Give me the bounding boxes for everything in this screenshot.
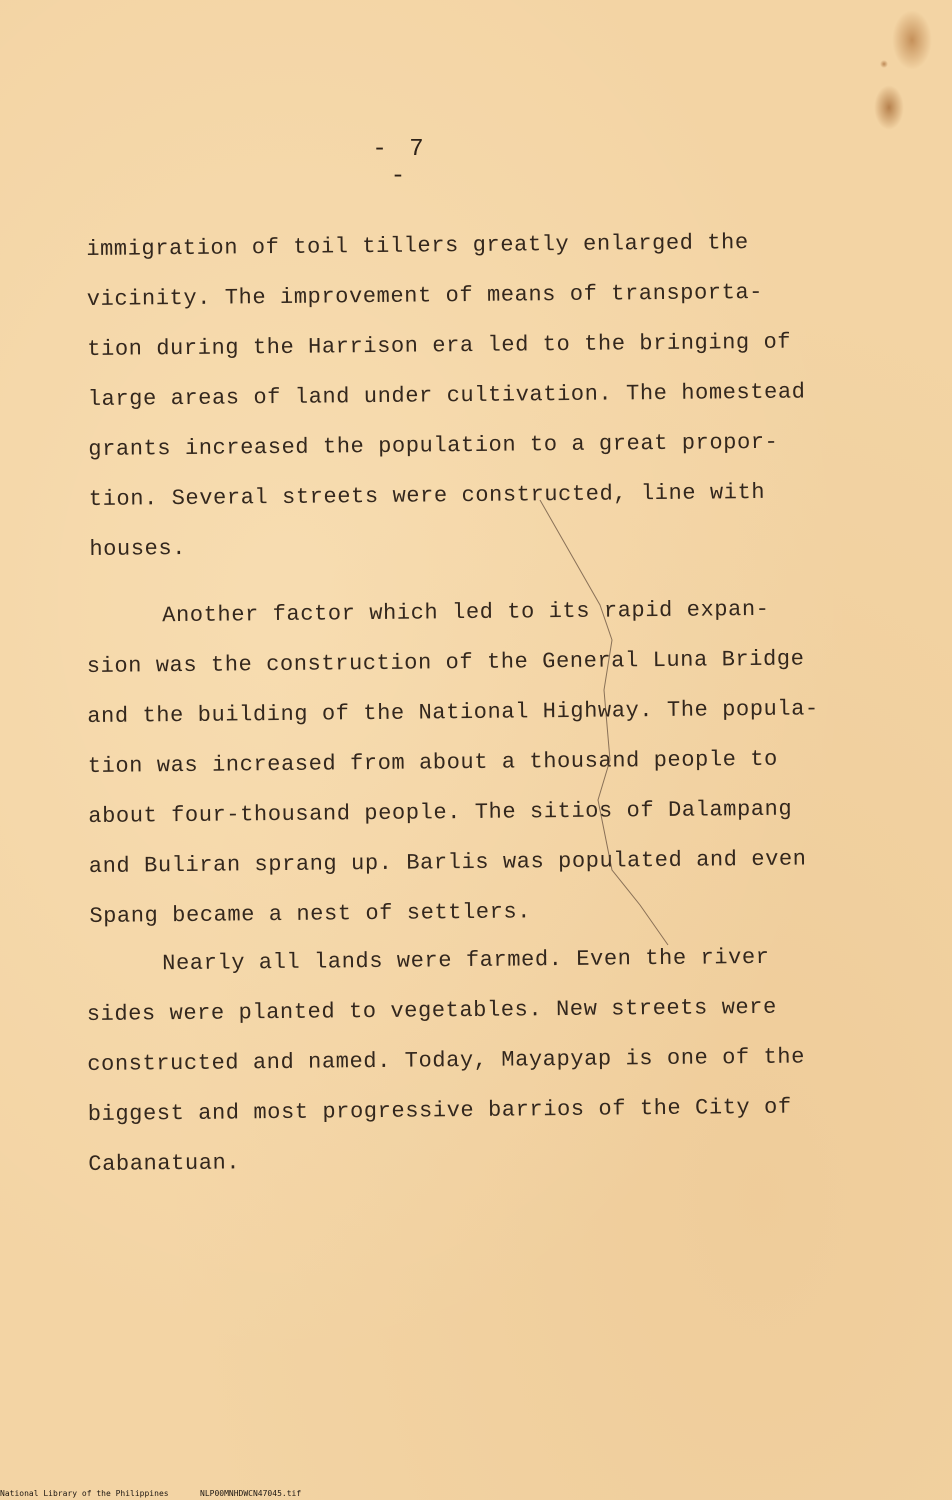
paragraph-3 <box>86 932 879 1190</box>
text-line: and the building of the National Highway. The popula- <box>87 696 819 729</box>
text-line: Cabanatuan. <box>88 1150 241 1177</box>
text-line: sides were planted to vegetables. New streets were <box>86 994 777 1027</box>
text-line: vicinity. The improvement of means of transporta- <box>86 279 764 312</box>
page-number: - 7 - <box>372 136 428 190</box>
text-line: tion. Several streets were constructed, line with <box>88 479 766 512</box>
paragraph-1 <box>86 217 880 575</box>
paper-stain <box>880 60 888 68</box>
text-line: Another factor which led to its rapid expan- <box>162 596 770 629</box>
text-line: and Buliran sprang up. Barlis was populated and even <box>88 846 807 879</box>
text-line: Spang became a nest of settlers. <box>89 899 532 929</box>
text-line: sion was the construction of the General Luna Bridge <box>86 646 805 679</box>
text-line: immigration of toil tillers greatly enlarged the <box>86 230 749 262</box>
paper-stain <box>892 10 932 70</box>
scan-footer <box>0 1488 952 1500</box>
footer-credit: National Library of the Philippines <box>0 1489 169 1498</box>
text-line: about four-thousand people. The sitios of Dalampang <box>88 796 793 829</box>
text-line: tion was increased from about a thousand people to <box>87 746 779 779</box>
paragraph-2 <box>86 584 880 942</box>
text-line: Nearly all lands were farmed. Even the river <box>162 944 770 977</box>
text-line: tion during the Harrison era led to the bringing of <box>87 329 792 362</box>
text-line: houses. <box>89 535 187 562</box>
text-line: constructed and named. Today, Mayapyap is one of the <box>87 1044 806 1077</box>
footer-filename: NLP00MNHDWCN47045.tif <box>200 1489 302 1498</box>
text-line: biggest and most progressive barrios of the City of <box>87 1094 792 1127</box>
text-line: grants increased the population to a great propor- <box>88 429 779 462</box>
text-line: large areas of land under cultivation. The homestead <box>87 379 806 412</box>
paper-stain <box>874 85 904 130</box>
